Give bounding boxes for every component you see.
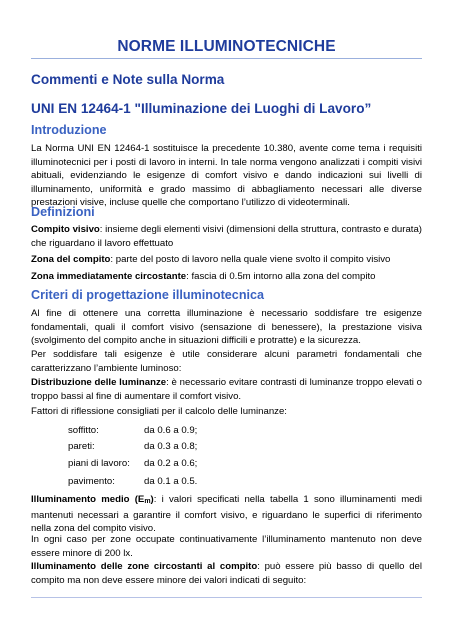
intro-paragraph: La Norma UNI EN 12464-1 sostituisce la precedente 10.380, avente come tema i requisiti illuminotecnici per i posti di lavoro in interni. In tale norma vengono analizzati i compiti visivi abituali, evidenziando le esigenze di comfort visivo e dando indicazioni sui livelli di illuminamento, uniformità e grado massimo di abbagliamento necessari alle diverse prestazioni visive, incluse quelle che comportano l’utilizzo di videoterminali. <box>31 143 422 208</box>
factor-row <box>68 425 197 437</box>
definition-text: : parte del posto di lavoro nella quale viene svolto il compito visivo <box>110 254 391 265</box>
factor-surface: pareti: <box>68 441 95 452</box>
factor-row <box>68 476 197 488</box>
factor-surface: piani di lavoro: <box>68 458 130 469</box>
definition-term: Zona immediatamente circostante <box>31 271 187 282</box>
definition-item <box>31 270 422 284</box>
criteria-paragraph: In ogni caso per zone occupate continuativamente l’illuminamento mantenuto non deve essere minore di 200 lx. <box>31 534 422 559</box>
definition-item <box>31 253 422 267</box>
factor-row <box>68 441 197 453</box>
factor-range: da 0.3 a 0.8; <box>144 441 198 452</box>
factor-surface: soffitto: <box>68 425 99 436</box>
definition-term: Compito visivo <box>31 224 100 235</box>
factor-range: da 0.1 a 0.5. <box>144 476 198 487</box>
luminance-text: : è necessario evitare contrasti di luminanze troppo elevati o troppo bassi al fine di aumentare il comfort visivo. <box>31 377 422 402</box>
document-title: NORME ILLUMINOTECNICHE <box>117 38 336 55</box>
mean-illuminance-text: : i valori specificati nella tabella 1 sono illuminamenti medi mantenuti necessari a garantire il comfort visivo, e riguardano le superfici di riferimento nella zona del compito visivo. <box>31 494 422 534</box>
criteria-heading: Criteri di progettazione illuminotecnica <box>31 288 265 302</box>
definition-text: : fascia di 0.5m intorno alla zona del compito <box>186 271 376 282</box>
mean-illuminance-paragraph <box>31 493 422 536</box>
factor-row <box>68 458 197 470</box>
footer-rule <box>31 597 422 598</box>
factor-range: da 0.2 a 0.6; <box>144 458 198 469</box>
factor-range: da 0.6 a 0.9; <box>144 425 198 436</box>
mean-illuminance-term: Illuminamento medio (Em) <box>31 494 154 505</box>
surround-paragraph <box>31 560 422 587</box>
document-subtitle: Commenti e Note sulla Norma <box>31 72 225 87</box>
norm-title: UNI EN 12464-1 "Illuminazione dei Luoghi di Lavoro” <box>31 101 372 116</box>
definition-text: : insieme degli elementi visivi (dimensioni della struttura, contrasto e durata) che riguardano il lavoro effettuato <box>31 224 422 249</box>
luminance-paragraph <box>31 376 422 403</box>
em-subscript: m <box>144 498 151 505</box>
definition-item <box>31 223 422 250</box>
definition-term: Zona del compito <box>31 254 111 265</box>
intro-heading: Introduzione <box>31 123 107 137</box>
surround-term: Illuminamento delle zone circostanti al compito <box>31 561 258 572</box>
criteria-paragraph: Al fine di ottenere una corretta illuminazione è necessario soddisfare tre esigenze fondamentali, quali il comfort visivo (sensazione di benessere), la prestazione visiva (svolgimento del compito anche in situazioni difficili e protratte) e la sicurezza. <box>31 308 422 346</box>
factor-surface: pavimento: <box>68 476 115 487</box>
criteria-paragraph: Per soddisfare tali esigenze è utile considerare alcuni parametri fondamentali che caratterizzano l’ambiente luminoso: <box>31 349 422 374</box>
luminance-term: Distribuzione delle luminanze <box>31 377 167 388</box>
definitions-heading: Definizioni <box>31 205 95 219</box>
title-underline <box>31 58 422 59</box>
factors-intro: Fattori di riflessione consigliati per il calcolo delle luminanze: <box>31 406 287 417</box>
surround-text: : può essere più basso di quello del compito ma non deve essere minore dei valori indicati di seguito: <box>31 561 422 586</box>
